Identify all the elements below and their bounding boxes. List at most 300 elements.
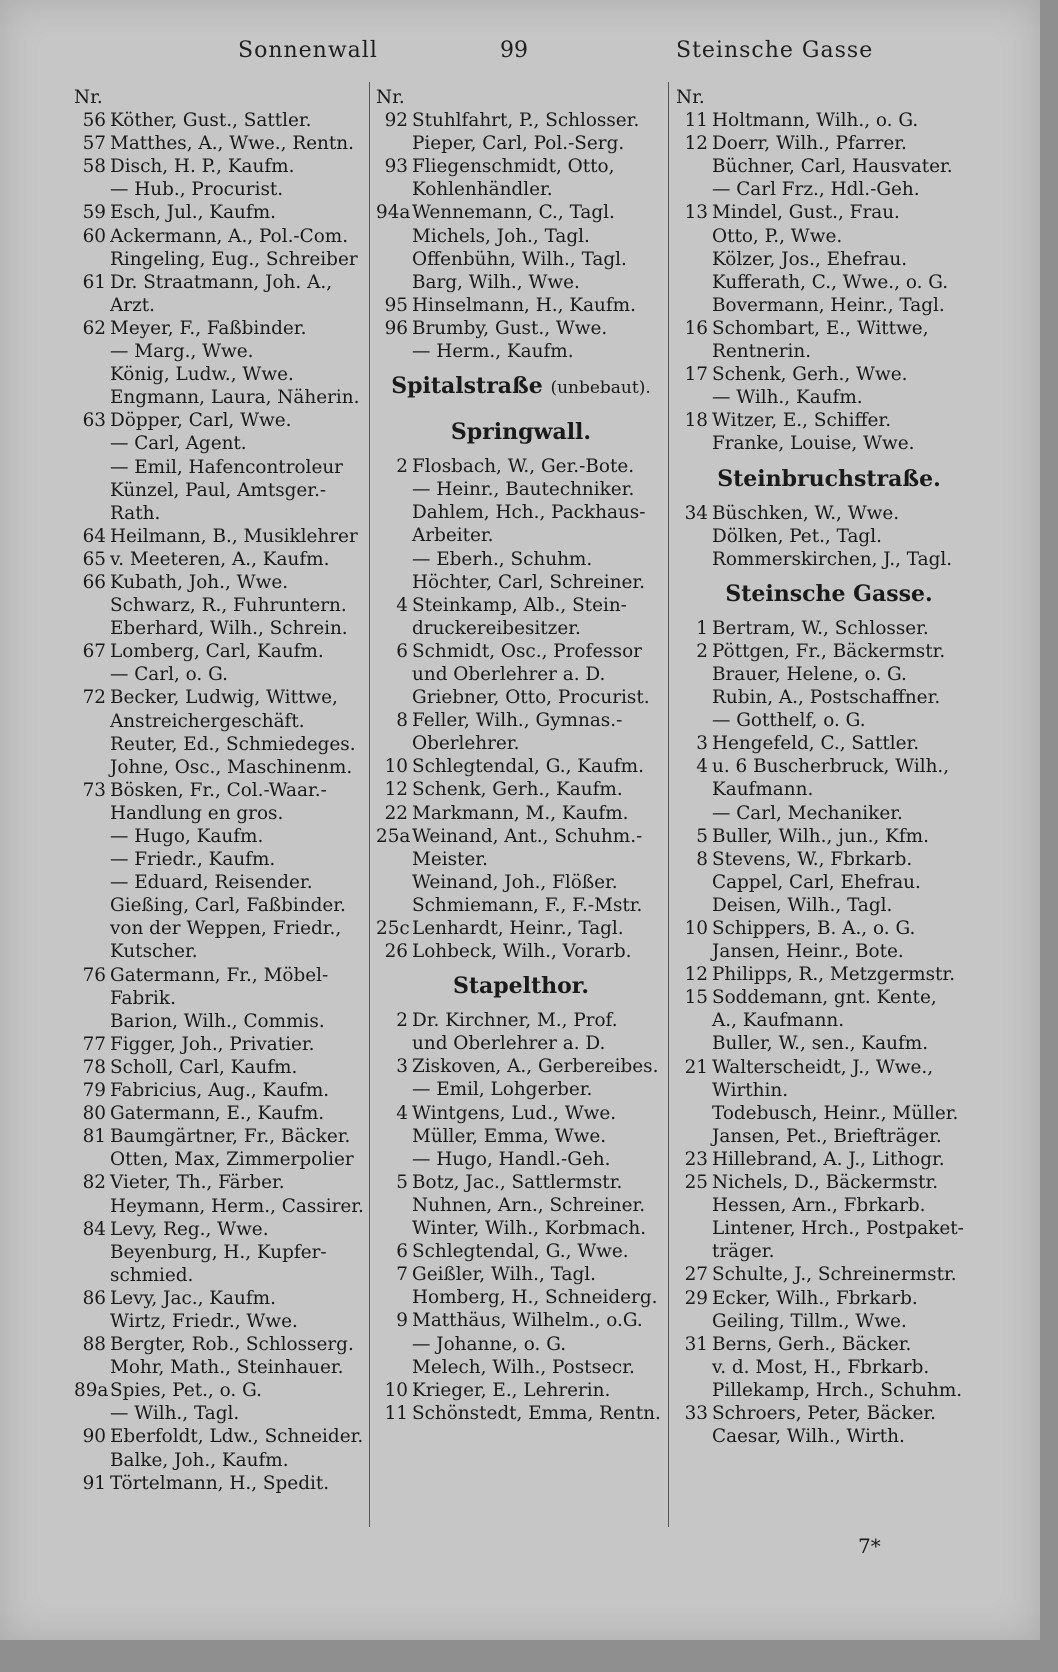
house-number: 11 [684, 110, 708, 132]
resident-entry: Arzt. [110, 294, 155, 316]
house-number [74, 432, 110, 455]
house-number [74, 594, 110, 617]
house-number [74, 1010, 110, 1033]
house-number: 79 [82, 1080, 106, 1102]
house-number [676, 340, 712, 363]
resident-entry: Jansen, Pet., Briefträger. [712, 1125, 942, 1147]
resident-entry: — Eduard, Reisender. [110, 872, 313, 894]
house-number [376, 894, 412, 917]
house-number: 4 [396, 594, 408, 616]
house-number: 96 [384, 317, 408, 339]
resident-entry: Baumgärtner, Fr., Bäcker. [110, 1126, 351, 1148]
directory-entry [676, 825, 982, 848]
resident-entry: Eberhard, Wilh., Schrein. [110, 618, 348, 640]
house-number: 58 [82, 156, 106, 178]
resident-entry: Brumby, Gust., Wwe. [412, 317, 608, 339]
resident-entry: u. 6 Buscherbruck, Wilh., [712, 756, 950, 778]
directory-entry [376, 755, 666, 778]
house-number [676, 778, 712, 801]
house-number [74, 340, 110, 363]
directory-entry [676, 1425, 982, 1448]
directory-entry [74, 640, 368, 663]
house-number: 8 [396, 710, 408, 732]
directory-entry [376, 1102, 666, 1125]
house-number [74, 987, 110, 1010]
resident-entry: Heymann, Herm., Cassirer. [110, 1195, 364, 1217]
house-number [376, 1125, 412, 1148]
directory-entry [376, 201, 666, 224]
sheet-signature: 7* [858, 1534, 881, 1558]
directory-entry [74, 432, 368, 455]
header-right-street: Steinsche Gasse [676, 38, 874, 63]
resident-entry: — Hub., Procurist. [110, 179, 284, 201]
resident-entry: Hillebrand, A. J., Lithogr. [712, 1148, 945, 1170]
resident-entry: Schulte, J., Schreinermstr. [712, 1264, 957, 1286]
directory-entry [376, 155, 666, 178]
house-number: 21 [684, 1056, 708, 1078]
house-number [376, 617, 412, 640]
column-1 [74, 86, 368, 1531]
resident-entry: Wirtz, Friedr., Wwe. [110, 1310, 298, 1332]
resident-entry: — Marg., Wwe. [110, 341, 254, 363]
directory-entry [676, 1402, 982, 1425]
house-number [676, 709, 712, 732]
directory-entry [676, 1194, 982, 1217]
resident-entry: Kölzer, Jos., Ehefrau. [712, 248, 908, 270]
resident-entry: Törtelmann, H., Spedit. [110, 1472, 330, 1494]
header-left-street: Sonnenwall [238, 38, 378, 63]
directory-entry [676, 548, 982, 571]
house-number [74, 825, 110, 848]
street-heading [376, 963, 666, 1009]
street-heading [376, 363, 666, 409]
house-number: 95 [384, 294, 408, 316]
resident-entry: Beyenburg, H., Kupfer- [110, 1241, 327, 1263]
directory-entry [376, 778, 666, 801]
directory-entry [676, 271, 982, 294]
directory-entry [676, 1356, 982, 1379]
directory-entry [376, 455, 666, 478]
directory-entry [676, 225, 982, 248]
number-column-label: Nr. [74, 87, 103, 108]
directory-entry [74, 710, 368, 733]
directory-entry [376, 548, 666, 571]
house-number [676, 1079, 712, 1102]
resident-entry: Schmidt, Osc., Professor [412, 640, 642, 662]
house-number [376, 1356, 412, 1379]
house-number [74, 848, 110, 871]
resident-entry: Hinselmann, H., Kaufm. [412, 294, 636, 316]
directory-entry [74, 1079, 368, 1102]
resident-entry: — Carl Frz., Hdl.-Geh. [712, 179, 920, 201]
directory-entry [74, 1472, 368, 1495]
resident-entry: Künzel, Paul, Amtsger.- [110, 479, 327, 501]
house-number: 12 [684, 133, 708, 155]
resident-entry: Feller, Wilh., Gymnas.- [412, 710, 623, 732]
house-number: 89a [74, 1380, 109, 1402]
house-number [676, 155, 712, 178]
directory-entry [676, 1379, 982, 1402]
house-number [74, 617, 110, 640]
resident-entry: Hengefeld, C., Sattler. [712, 733, 920, 755]
directory-entry [74, 1425, 368, 1448]
directory-entry [676, 201, 982, 224]
directory-entry [676, 178, 982, 201]
house-number: 62 [82, 317, 106, 339]
directory-entry [676, 894, 982, 917]
house-number [376, 132, 412, 155]
resident-entry: träger. [712, 1241, 775, 1263]
house-number: 16 [684, 317, 708, 339]
house-number [676, 248, 712, 271]
house-number [676, 1194, 712, 1217]
directory-entry [74, 825, 368, 848]
resident-entry: Spies, Pet., o. G. [110, 1380, 262, 1402]
directory-entry [676, 386, 982, 409]
house-number: 91 [82, 1472, 106, 1494]
resident-entry: Balke, Joh., Kaufm. [110, 1449, 289, 1471]
directory-entry [676, 1009, 982, 1032]
house-number: 27 [684, 1264, 708, 1286]
resident-entry: Arbeiter. [412, 525, 494, 547]
house-number [376, 571, 412, 594]
directory-entry [376, 1263, 666, 1286]
resident-entry: Döpper, Carl, Wwe. [110, 410, 292, 432]
house-number: 59 [82, 202, 106, 224]
house-number [74, 456, 110, 479]
resident-entry: Levy, Jac., Kaufm. [110, 1287, 276, 1309]
directory-entry [74, 1264, 368, 1287]
resident-entry: Wirthin. [712, 1079, 789, 1101]
directory-entry [676, 663, 982, 686]
resident-entry: Pöttgen, Fr., Bäckermstr. [712, 640, 946, 662]
resident-entry: Schmiemann, F., F.-Mstr. [412, 894, 643, 916]
directory-entry [676, 1171, 982, 1194]
directory-entry [74, 178, 368, 201]
resident-entry: — Friedr., Kaufm. [110, 849, 276, 871]
resident-entry: — Emil, Lohgerber. [412, 1079, 593, 1101]
resident-entry: Weinand, Joh., Flößer. [412, 871, 618, 893]
house-number [676, 548, 712, 571]
resident-entry: Dr. Straatmann, Joh. A., [110, 271, 333, 293]
resident-entry: Doerr, Wilh., Pfarrer. [712, 133, 907, 155]
resident-entry: Mohr, Math., Steinhauer. [110, 1357, 344, 1379]
resident-entry: Lomberg, Carl, Kaufm. [110, 641, 324, 663]
resident-entry: Johne, Osc., Maschinenm. [110, 756, 353, 778]
directory-entry [676, 755, 982, 778]
street-heading [676, 571, 982, 617]
directory-entry [676, 525, 982, 548]
resident-entry: Höchter, Carl, Schreiner. [412, 571, 646, 593]
house-number [74, 386, 110, 409]
house-number: 78 [82, 1056, 106, 1078]
resident-entry: — Hugo, Handl.-Geh. [412, 1148, 611, 1170]
house-number: 13 [684, 202, 708, 224]
directory-entry [676, 409, 982, 432]
resident-entry: Lohbeck, Wilh., Vorarb. [412, 941, 632, 963]
house-number: 88 [82, 1334, 106, 1356]
house-number: 5 [696, 825, 708, 847]
directory-entry [376, 1078, 666, 1101]
directory-entry [376, 1356, 666, 1379]
house-number [376, 340, 412, 363]
resident-entry: Fabricius, Aug., Kaufm. [110, 1080, 330, 1102]
house-number [74, 663, 110, 686]
resident-entry: Geiling, Tillm., Wwe. [712, 1310, 907, 1332]
street-heading [676, 456, 982, 502]
directory-entry [376, 248, 666, 271]
resident-entry: — Gotthelf, o. G. [712, 710, 866, 732]
resident-entry: Buller, Wilh., jun., Kfm. [712, 825, 929, 847]
house-number [676, 663, 712, 686]
resident-entry: Deisen, Wilh., Tagl. [712, 894, 893, 916]
directory-entry [676, 1287, 982, 1310]
house-number: 22 [384, 802, 408, 824]
resident-entry: Schenk, Gerh., Kaufm. [412, 779, 623, 801]
resident-entry: Soddemann, gnt. Kente, [712, 987, 937, 1009]
directory-entry [676, 502, 982, 525]
resident-entry: König, Ludw., Wwe. [110, 364, 294, 386]
directory-entry [676, 363, 982, 386]
house-number [74, 1402, 110, 1425]
resident-entry: v. Meeteren, A., Kaufm. [110, 548, 330, 570]
house-number [676, 178, 712, 201]
house-number [376, 225, 412, 248]
resident-entry: v. d. Most, H., Fbrkarb. [712, 1356, 930, 1378]
house-number: 84 [82, 1218, 106, 1240]
directory-entry [676, 871, 982, 894]
directory-entry [74, 456, 368, 479]
resident-entry: Stuhlfahrt, P., Schlosser. [412, 110, 640, 132]
directory-entry [74, 894, 368, 917]
resident-entry: Steinkamp, Alb., Stein- [412, 594, 627, 616]
directory-entry [74, 594, 368, 617]
resident-entry: Pieper, Carl, Pol.-Serg. [412, 133, 625, 155]
directory-entry [376, 871, 666, 894]
house-number [74, 248, 110, 271]
directory-entry [74, 848, 368, 871]
resident-entry: Pillekamp, Hrch., Schuhm. [712, 1379, 963, 1401]
resident-entry: Becker, Ludwig, Wittwe, [110, 687, 338, 709]
resident-entry: druckereibesitzer. [412, 617, 581, 639]
house-number: 65 [82, 548, 106, 570]
resident-entry: Otto, P., Wwe. [712, 225, 843, 247]
directory-entry [74, 132, 368, 155]
directory-entry [74, 1102, 368, 1125]
resident-entry: — Wilh., Kaufm. [712, 387, 863, 409]
resident-entry: Griebner, Otto, Procurist. [412, 687, 650, 709]
directory-entry [376, 617, 666, 640]
house-number: 23 [684, 1148, 708, 1170]
house-number [676, 802, 712, 825]
resident-entry: Offenbühn, Wilh., Tagl. [412, 248, 627, 270]
house-number [676, 386, 712, 409]
house-number [376, 248, 412, 271]
resident-entry: Brauer, Helene, o. G. [712, 663, 907, 685]
house-number: 29 [684, 1287, 708, 1309]
directory-entry [376, 1171, 666, 1194]
directory-entry [676, 1125, 982, 1148]
resident-entry: Fliegenschmidt, Otto, [412, 156, 615, 178]
resident-entry: Schippers, B. A., o. G. [712, 918, 916, 939]
house-number [74, 1148, 110, 1171]
house-number: 31 [684, 1333, 708, 1355]
resident-entry: Büschken, W., Wwe. [712, 502, 900, 524]
directory-entry [676, 940, 982, 963]
directory-entry [676, 848, 982, 871]
directory-entry [74, 733, 368, 756]
resident-entry: Cappel, Carl, Ehefrau. [712, 871, 921, 893]
resident-entry: Fabrik. [110, 987, 176, 1009]
directory-entry [376, 940, 666, 963]
house-number: 6 [396, 1241, 408, 1263]
directory-entry [376, 317, 666, 340]
directory-entry [676, 1333, 982, 1356]
directory-entry [376, 917, 666, 940]
directory-entry [74, 964, 368, 987]
directory-entry [74, 1218, 368, 1241]
house-number [676, 1240, 712, 1263]
column-divider [668, 82, 669, 1527]
house-number [74, 178, 110, 201]
house-number: 57 [82, 133, 106, 155]
house-number [376, 178, 412, 201]
house-number: 6 [396, 640, 408, 662]
directory-entry [376, 132, 666, 155]
resident-entry: Schwarz, R., Fuhruntern. [110, 595, 347, 617]
house-number: 72 [82, 687, 106, 709]
directory-entry [376, 1055, 666, 1078]
directory-entry [74, 987, 368, 1010]
house-number [74, 710, 110, 733]
directory-entry [376, 1333, 666, 1356]
resident-entry: Scholl, Carl, Kaufm. [110, 1056, 298, 1078]
house-number [676, 1032, 712, 1055]
house-number: 63 [82, 410, 106, 432]
street-heading-note: (unbebaut). [550, 378, 651, 399]
directory-entry [676, 1079, 982, 1102]
house-number: 2 [696, 640, 708, 662]
resident-entry: Caesar, Wilh., Wirth. [712, 1426, 905, 1448]
directory-entry [676, 155, 982, 178]
directory-entry [74, 1287, 368, 1310]
resident-entry: — Heinr., Bautechniker. [412, 479, 635, 501]
resident-entry: Stevens, W., Fbrkarb. [712, 848, 913, 870]
directory-entry [74, 386, 368, 409]
house-number: 2 [396, 1010, 408, 1032]
house-number: 86 [82, 1287, 106, 1309]
house-number [74, 479, 110, 502]
directory-entry [676, 1217, 982, 1240]
house-number: 56 [82, 110, 106, 132]
directory-entry [676, 1263, 982, 1286]
directory-entry [376, 524, 666, 547]
resident-entry: — Emil, Hafencontroleur [110, 456, 343, 478]
house-number [376, 1286, 412, 1309]
house-number: 3 [696, 733, 708, 755]
house-number [376, 1148, 412, 1171]
house-number [376, 871, 412, 894]
house-number: 80 [82, 1103, 106, 1125]
resident-entry: Melech, Wilh., Postsecr. [412, 1356, 635, 1378]
directory-entry [676, 1102, 982, 1125]
directory-entry [74, 340, 368, 363]
resident-entry: — Carl, Mechaniker. [712, 802, 903, 824]
directory-entry [676, 1056, 982, 1079]
house-number: 12 [684, 964, 708, 986]
resident-entry: Berns, Gerh., Bäcker. [712, 1333, 912, 1355]
directory-entry [676, 294, 982, 317]
resident-entry: Otten, Max, Zimmerpolier [110, 1149, 354, 1171]
resident-entry: Holtmann, Wilh., o. G. [712, 110, 919, 132]
resident-entry: Botz, Jac., Sattlermstr. [412, 1171, 623, 1193]
column-3 [676, 86, 982, 1531]
resident-entry: von der Weppen, Friedr., [110, 918, 342, 940]
house-number: 25 [684, 1172, 708, 1194]
directory-entry [676, 248, 982, 271]
house-number: 12 [384, 779, 408, 801]
resident-entry: Winter, Wilh., Korbmach. [412, 1218, 647, 1240]
resident-entry: Kutscher. [110, 941, 198, 963]
resident-entry: Kubath, Joh., Wwe. [110, 571, 289, 593]
resident-entry: Dr. Kirchner, M., Prof. [412, 1010, 618, 1032]
house-number: 8 [696, 848, 708, 870]
house-number: 3 [396, 1056, 408, 1078]
directory-entry [676, 340, 982, 363]
house-number [74, 1195, 110, 1218]
directory-entry [376, 294, 666, 317]
directory-entry [74, 1195, 368, 1218]
directory-entry [74, 225, 368, 248]
directory-entry [676, 640, 982, 663]
resident-entry: Schlegtendal, G., Kaufm. [412, 756, 644, 778]
directory-entry [74, 409, 368, 432]
resident-entry: Figger, Joh., Privatier. [110, 1033, 315, 1055]
directory-entry [376, 1309, 666, 1332]
house-number [676, 1009, 712, 1032]
directory-entry [74, 617, 368, 640]
house-number [376, 548, 412, 571]
directory-entry [74, 1241, 368, 1264]
resident-entry: — Hugo, Kaufm. [110, 826, 264, 847]
directory-entry [74, 686, 368, 709]
house-number: 92 [384, 110, 408, 132]
resident-entry: schmied. [110, 1264, 194, 1286]
house-number: 5 [396, 1171, 408, 1193]
resident-entry: Todebusch, Heinr., Müller. [712, 1102, 959, 1124]
directory-entry [74, 525, 368, 548]
house-number: 10 [684, 918, 708, 939]
resident-entry: Witzer, E., Schiffer. [712, 410, 892, 432]
house-number [74, 502, 110, 525]
house-number: 15 [684, 987, 708, 1009]
resident-entry: Oberlehrer. [412, 733, 520, 755]
resident-entry: Weinand, Ant., Schuhm.- [412, 825, 643, 847]
directory-entry [376, 178, 666, 201]
directory-entry [376, 709, 666, 732]
house-number: 25a [376, 825, 411, 847]
resident-entry: Handlung en gros. [110, 802, 284, 824]
directory-entry [376, 1148, 666, 1171]
house-number: 61 [82, 271, 106, 293]
directory-entry [676, 317, 982, 340]
page-number: 99 [500, 38, 528, 63]
house-number [74, 894, 110, 917]
directory-entry [376, 225, 666, 248]
resident-entry: Buller, W., sen., Kaufm. [712, 1033, 929, 1055]
resident-entry: Büchner, Carl, Hausvater. [712, 156, 953, 178]
house-number [74, 1449, 110, 1472]
